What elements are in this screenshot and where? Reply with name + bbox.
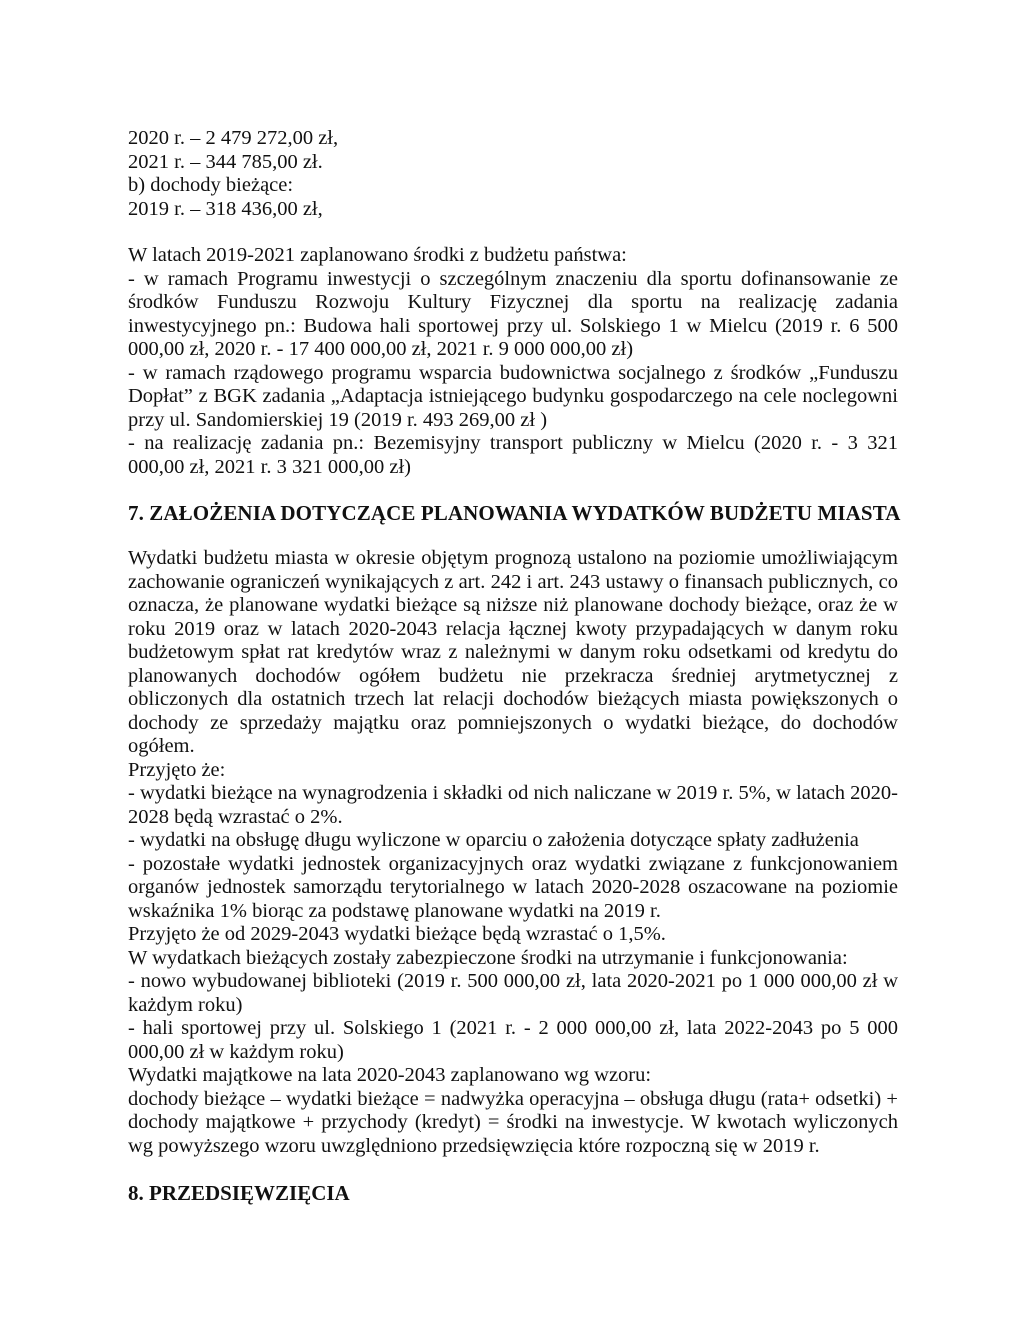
state-funds-item: - w ramach rządowego programu wsparcia budownictwa socjalnego z środków „Funduszu Dopłat” z BGK zadania „Adaptacja istniejącego budynku gospodarczego na cele noclegowni przy ul. Sandomierskiej 19 (2019 r. 493 269,00 zł ): [128, 361, 898, 431]
maintenance-label: W wydatkach bieżących zostały zabezpieczone środki na utrzymanie i funkcjonowania:: [128, 946, 848, 969]
growth-note: Przyjęto że od 2029-2043 wydatki bieżące będą wzrastać o 1,5%.: [128, 923, 666, 945]
assumption-item: - pozostałe wydatki jednostek organizacyjnych oraz wydatki związane z funkcjonowaniem organów jednostek samorządu terytorialnego w latach 2020-2028 oszacowane na poziomie wskaźnika 1% biorąc za podstawę planowane wydatki na 2019 r.: [128, 852, 898, 922]
section-7-title: 7. ZAŁOŻENIA DOTYCZĄCE PLANOWANIA WYDATKÓW BUDŻETU MIASTA: [128, 501, 901, 525]
section-7-paragraph: Wydatki budżetu miasta w okresie objętym prognozą ustalono na poziomie umożliwiającym zachowanie ograniczeń wynikających z art. 242 i art. 243 ustawy o finansach publicznych, co oznacza, że planowane wydatki bieżące są niższe niż planowane dochody bieżące, oraz że w roku 2019 oraz w latach 2020-2043 relacja łącznej kwoty przypadających w danym roku budżetowym spłat rat kredytów wraz z należnymi w danym roku odsetkami od kredytu do planowanych dochodów ogółem budżetu nie przekracza średniej arytmetycznej z obliczonych dla ostatnich trzech lat relacji dochodów bieżących miasta powiększonych o dochody ze sprzedaży majątku oraz pomniejszonych o wydatki bieżące, do dochodów ogółem.: [128, 547, 898, 757]
state-funds-block: [128, 244, 898, 479]
maintenance-item: - hali sportowej przy ul. Solskiego 1 (2021 r. - 2 000 000,00 zł, lata 2022-2043 po 5 000 000,00 zł w każdym roku): [128, 1017, 898, 1063]
section-8-title: 8. PRZEDSIĘWZIĘCIA: [128, 1181, 350, 1205]
intro-line: 2021 r. – 344 785,00 zł.: [128, 150, 323, 173]
intro-line: 2020 r. – 2 479 272,00 zł,: [128, 127, 339, 149]
document-page: [128, 127, 901, 1205]
intro-line: 2019 r. – 318 436,00 zł,: [128, 197, 323, 220]
maintenance-item: - nowo wybudowanej biblioteki (2019 r. 500 000,00 zł, lata 2020-2021 po 1 000 000,00 zł w każdym roku): [128, 970, 898, 1016]
assumed-label: Przyjęto że:: [128, 758, 226, 781]
intro-line: b) dochody bieżące:: [128, 174, 294, 196]
state-funds-item: - na realizację zadania pn.: Bezemisyjny transport publiczny w Mielcu (2020 r. - 3 321 000,00 zł, 2021 r. 3 321 000,00 zł): [128, 432, 898, 478]
capital-label: Wydatki majątkowe na lata 2020-2043 zaplanowano wg wzoru:: [128, 1064, 652, 1086]
section-7-body: [128, 547, 898, 1158]
capital-formula: dochody bieżące – wydatki bieżące = nadwyżka operacyjna – obsługa długu (rata+ odsetki) + dochody majątkowe + przychody (kredyt) = środki na inwestycje. W kwotach wyliczonych wg powyższego wzoru uwzględniono przedsięwzięcia które rozpoczną się w 2019 r.: [128, 1087, 898, 1157]
assumption-item: - wydatki bieżące na wynagrodzenia i składki od nich naliczane w 2019 r. 5%, w latach 2020-2028 będą wzrastać o 2%.: [128, 782, 898, 828]
state-funds-item: - w ramach Programu inwestycji o szczególnym znaczeniu dla sportu dofinansowanie ze środków Funduszu Rozwoju Kultury Fizycznej dla sportu na realizację zadania inwestycyjnego pn.: Budowa hali sportowej przy ul. Solskiego 1 w Mielcu (2019 r. 6 500 000,00 zł, 2020 r. - 17 400 000,00 zł, 2021 r. 9 000 000,00 zł): [128, 267, 898, 360]
assumption-item: - wydatki na obsługę długu wyliczone w oparciu o założenia dotyczące spłaty zadłużenia: [128, 829, 859, 851]
state-funds-heading: W latach 2019-2021 zaplanowano środki z budżetu państwa:: [128, 244, 627, 266]
